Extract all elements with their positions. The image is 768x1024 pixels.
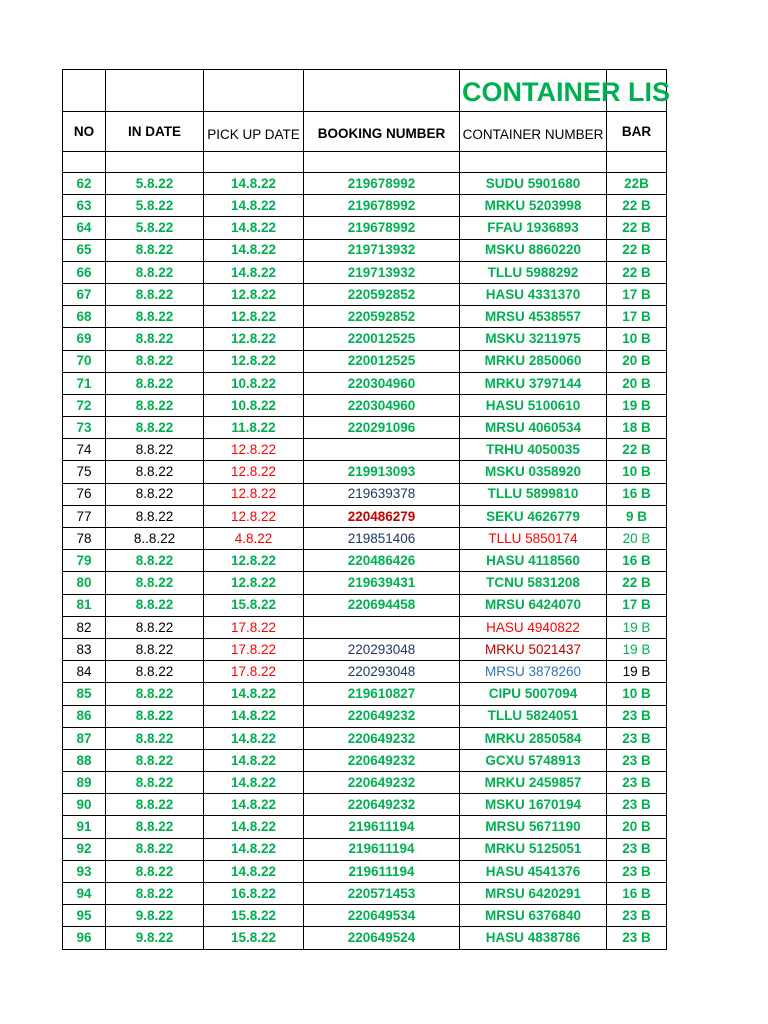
pickup-date-cell[interactable]: 12.8.22 xyxy=(204,328,304,350)
in-date-cell[interactable]: 5.8.22 xyxy=(106,195,204,217)
sheet-title: CONTAINER LIS xyxy=(462,77,670,107)
no-cell[interactable]: 77 xyxy=(63,505,106,527)
booking-number-cell[interactable]: 220649524 xyxy=(304,927,460,949)
booking-number-cell[interactable]: 220649232 xyxy=(304,749,460,771)
pickup-date-cell[interactable]: 14.8.22 xyxy=(204,195,304,217)
bar-cell[interactable]: 17 B xyxy=(607,594,667,616)
pickup-date-cell[interactable]: 14.8.22 xyxy=(204,749,304,771)
bar-cell[interactable]: 23 B xyxy=(607,794,667,816)
cell[interactable] xyxy=(63,152,106,173)
container-number-cell[interactable]: MRSU 6420291 xyxy=(460,883,607,905)
no-cell[interactable]: 81 xyxy=(63,594,106,616)
table-row xyxy=(63,816,667,838)
no-cell[interactable]: 67 xyxy=(63,283,106,305)
bar-cell[interactable]: 20 B xyxy=(607,816,667,838)
bar-cell[interactable]: 23 B xyxy=(607,727,667,749)
booking-number-cell[interactable]: 220649232 xyxy=(304,705,460,727)
no-cell[interactable]: 85 xyxy=(63,683,106,705)
table-row xyxy=(63,705,667,727)
bar-cell[interactable]: 17 B xyxy=(607,306,667,328)
container-number-cell[interactable]: MRSU 6376840 xyxy=(460,905,607,927)
pickup-date-cell[interactable]: 12.8.22 xyxy=(204,572,304,594)
bar-cell[interactable]: 23 B xyxy=(607,838,667,860)
table-row xyxy=(63,394,667,416)
in-date-cell[interactable]: 8.8.22 xyxy=(106,661,204,683)
container-number-cell[interactable]: CIPU 5007094 xyxy=(460,683,607,705)
bar-cell[interactable]: 22 B xyxy=(607,239,667,261)
bar-cell[interactable]: 17 B xyxy=(607,283,667,305)
pickup-date-cell[interactable]: 15.8.22 xyxy=(204,594,304,616)
table-row xyxy=(63,439,667,461)
pickup-date-cell[interactable]: 17.8.22 xyxy=(204,616,304,638)
booking-number-cell[interactable]: 219611194 xyxy=(304,816,460,838)
cell[interactable] xyxy=(304,152,460,173)
container-number-cell[interactable]: TRHU 4050035 xyxy=(460,439,607,461)
container-number-cell[interactable]: HASU 4118560 xyxy=(460,550,607,572)
booking-number-cell[interactable]: 220293048 xyxy=(304,661,460,683)
booking-number-cell[interactable]: 220592852 xyxy=(304,306,460,328)
no-cell[interactable]: 74 xyxy=(63,439,106,461)
container-number-cell[interactable]: SUDU 5901680 xyxy=(460,173,607,195)
in-date-cell[interactable]: 8.8.22 xyxy=(106,572,204,594)
bar-cell[interactable]: 23 B xyxy=(607,749,667,771)
pickup-date-cell[interactable]: 14.8.22 xyxy=(204,860,304,882)
in-date-cell[interactable]: 8.8.22 xyxy=(106,838,204,860)
booking-number-cell[interactable]: 219913093 xyxy=(304,461,460,483)
in-date-cell[interactable]: 8.8.22 xyxy=(106,239,204,261)
no-cell[interactable]: 80 xyxy=(63,572,106,594)
booking-number-cell[interactable]: 219611194 xyxy=(304,838,460,860)
in-date-cell[interactable]: 8.8.22 xyxy=(106,394,204,416)
container-number-cell[interactable]: TCNU 5831208 xyxy=(460,572,607,594)
in-date-cell[interactable]: 8.8.22 xyxy=(106,638,204,660)
bar-cell[interactable]: 23 B xyxy=(607,905,667,927)
table-row xyxy=(63,794,667,816)
no-cell[interactable]: 84 xyxy=(63,661,106,683)
bar-cell[interactable]: 16 B xyxy=(607,883,667,905)
bar-cell[interactable]: 16 B xyxy=(607,483,667,505)
pickup-date-cell[interactable]: 15.8.22 xyxy=(204,927,304,949)
no-cell[interactable]: 91 xyxy=(63,816,106,838)
in-date-cell[interactable]: 8.8.22 xyxy=(106,306,204,328)
cell[interactable] xyxy=(460,152,607,173)
in-date-cell[interactable]: 8.8.22 xyxy=(106,283,204,305)
table-row xyxy=(63,239,667,261)
container-number-cell[interactable]: GCXU 5748913 xyxy=(460,749,607,771)
container-number-cell[interactable]: MRSU 5671190 xyxy=(460,816,607,838)
bar-cell[interactable]: 22 B xyxy=(607,439,667,461)
no-cell[interactable]: 89 xyxy=(63,772,106,794)
table-row xyxy=(63,772,667,794)
table-row xyxy=(63,217,667,239)
no-cell[interactable]: 83 xyxy=(63,638,106,660)
bar-cell[interactable]: 22B xyxy=(607,173,667,195)
booking-number-cell[interactable]: 219678992 xyxy=(304,217,460,239)
pickup-date-cell[interactable]: 12.8.22 xyxy=(204,350,304,372)
pickup-date-cell[interactable]: 14.8.22 xyxy=(204,173,304,195)
bar-cell[interactable]: 19 B xyxy=(607,616,667,638)
pickup-date-cell[interactable]: 11.8.22 xyxy=(204,417,304,439)
booking-number-cell[interactable]: 219851406 xyxy=(304,528,460,550)
spacer-row xyxy=(63,152,667,173)
no-cell[interactable]: 63 xyxy=(63,195,106,217)
in-date-cell[interactable]: 8.8.22 xyxy=(106,772,204,794)
container-number-cell[interactable]: MSKU 1670194 xyxy=(460,794,607,816)
table-row xyxy=(63,350,667,372)
table-row xyxy=(63,905,667,927)
in-date-cell[interactable]: 9.8.22 xyxy=(106,927,204,949)
pickup-date-cell[interactable]: 14.8.22 xyxy=(204,772,304,794)
no-cell[interactable]: 73 xyxy=(63,417,106,439)
table-row xyxy=(63,195,667,217)
container-number-cell[interactable]: MRKU 5021437 xyxy=(460,638,607,660)
container-number-cell[interactable]: MSKU 3211975 xyxy=(460,328,607,350)
bar-cell[interactable]: 22 B xyxy=(607,217,667,239)
title-cell[interactable] xyxy=(460,70,670,112)
pickup-date-cell[interactable]: 16.8.22 xyxy=(204,883,304,905)
table-row xyxy=(63,173,667,195)
container-number-cell[interactable]: MRKU 3797144 xyxy=(460,372,607,394)
in-date-cell[interactable]: 8.8.22 xyxy=(106,261,204,283)
bar-cell[interactable]: 20 B xyxy=(607,350,667,372)
no-cell[interactable]: 95 xyxy=(63,905,106,927)
in-date-cell[interactable]: 8.8.22 xyxy=(106,794,204,816)
booking-number-cell[interactable]: 220592852 xyxy=(304,283,460,305)
pickup-date-cell[interactable]: 14.8.22 xyxy=(204,727,304,749)
booking-number-cell[interactable]: 219639431 xyxy=(304,572,460,594)
bar-cell[interactable]: 16 B xyxy=(607,550,667,572)
container-list-table xyxy=(62,69,670,950)
pickup-date-cell[interactable]: 12.8.22 xyxy=(204,306,304,328)
booking-number-cell[interactable]: 219678992 xyxy=(304,195,460,217)
booking-number-cell[interactable]: 219713932 xyxy=(304,239,460,261)
booking-number-cell[interactable] xyxy=(304,439,460,461)
table-row xyxy=(63,261,667,283)
bar-cell[interactable]: 22 B xyxy=(607,572,667,594)
table-row xyxy=(63,283,667,305)
booking-number-cell[interactable]: 220012525 xyxy=(304,350,460,372)
header-in-date[interactable]: IN DATE xyxy=(106,112,204,152)
no-cell[interactable]: 72 xyxy=(63,394,106,416)
no-cell[interactable]: 86 xyxy=(63,705,106,727)
title-row xyxy=(63,70,667,112)
in-date-cell[interactable]: 8.8.22 xyxy=(106,683,204,705)
table-row xyxy=(63,372,667,394)
no-cell[interactable]: 79 xyxy=(63,550,106,572)
container-number-cell[interactable]: MRSU 4060534 xyxy=(460,417,607,439)
pickup-date-cell[interactable]: 10.8.22 xyxy=(204,372,304,394)
no-cell[interactable]: 92 xyxy=(63,838,106,860)
container-number-cell[interactable]: TLLU 5850174 xyxy=(460,528,607,550)
booking-number-cell[interactable]: 219611194 xyxy=(304,860,460,882)
pickup-date-cell[interactable]: 14.8.22 xyxy=(204,683,304,705)
in-date-cell[interactable]: 8.8.22 xyxy=(106,705,204,727)
pickup-date-cell[interactable]: 12.8.22 xyxy=(204,461,304,483)
no-cell[interactable]: 71 xyxy=(63,372,106,394)
pickup-date-cell[interactable]: 10.8.22 xyxy=(204,394,304,416)
in-date-cell[interactable]: 8.8.22 xyxy=(106,860,204,882)
no-cell[interactable]: 82 xyxy=(63,616,106,638)
container-number-cell[interactable]: MRKU 5125051 xyxy=(460,838,607,860)
table-row xyxy=(63,483,667,505)
in-date-cell[interactable]: 8.8.22 xyxy=(106,594,204,616)
no-cell[interactable]: 76 xyxy=(63,483,106,505)
table-row xyxy=(63,306,667,328)
booking-number-cell[interactable]: 220291096 xyxy=(304,417,460,439)
container-number-cell[interactable]: MRKU 2850584 xyxy=(460,727,607,749)
bar-cell[interactable]: 19 B xyxy=(607,638,667,660)
pickup-date-cell[interactable]: 14.8.22 xyxy=(204,816,304,838)
no-cell[interactable]: 62 xyxy=(63,173,106,195)
bar-cell[interactable]: 22 B xyxy=(607,195,667,217)
container-number-cell[interactable]: TLLU 5988292 xyxy=(460,261,607,283)
cell[interactable] xyxy=(106,70,204,112)
header-pickup-date[interactable]: PICK UP DATE xyxy=(204,112,304,152)
cell[interactable] xyxy=(204,152,304,173)
table-row xyxy=(63,749,667,771)
container-number-cell[interactable]: MSKU 0358920 xyxy=(460,461,607,483)
no-cell[interactable]: 90 xyxy=(63,794,106,816)
no-cell[interactable]: 87 xyxy=(63,727,106,749)
bar-cell[interactable]: 23 B xyxy=(607,772,667,794)
pickup-date-cell[interactable]: 15.8.22 xyxy=(204,905,304,927)
table-row xyxy=(63,727,667,749)
no-cell[interactable]: 68 xyxy=(63,306,106,328)
container-number-cell[interactable]: HASU 4838786 xyxy=(460,927,607,949)
table-row xyxy=(63,683,667,705)
table-row xyxy=(63,505,667,527)
in-date-cell[interactable]: 8.8.22 xyxy=(106,550,204,572)
booking-number-cell[interactable]: 220293048 xyxy=(304,638,460,660)
in-date-cell[interactable]: 8.8.22 xyxy=(106,505,204,527)
no-cell[interactable]: 88 xyxy=(63,749,106,771)
booking-number-cell[interactable]: 220012525 xyxy=(304,328,460,350)
no-cell[interactable]: 69 xyxy=(63,328,106,350)
pickup-date-cell[interactable]: 14.8.22 xyxy=(204,261,304,283)
bar-cell[interactable]: 10 B xyxy=(607,461,667,483)
no-cell[interactable]: 78 xyxy=(63,528,106,550)
booking-number-cell[interactable]: 220571453 xyxy=(304,883,460,905)
cell[interactable] xyxy=(204,70,304,112)
table-row xyxy=(63,417,667,439)
header-row xyxy=(63,112,667,152)
pickup-date-cell[interactable]: 12.8.22 xyxy=(204,505,304,527)
table-row xyxy=(63,616,667,638)
booking-number-cell[interactable]: 220486426 xyxy=(304,550,460,572)
booking-number-cell[interactable]: 220649534 xyxy=(304,905,460,927)
no-cell[interactable]: 65 xyxy=(63,239,106,261)
header-booking-number[interactable]: BOOKING NUMBER xyxy=(304,112,460,152)
cell[interactable] xyxy=(106,152,204,173)
pickup-date-cell[interactable]: 14.8.22 xyxy=(204,705,304,727)
container-number-cell[interactable]: TLLU 5899810 xyxy=(460,483,607,505)
table-row xyxy=(63,328,667,350)
in-date-cell[interactable]: 5.8.22 xyxy=(106,217,204,239)
pickup-date-cell[interactable]: 12.8.22 xyxy=(204,550,304,572)
container-number-cell[interactable]: MRSU 4538557 xyxy=(460,306,607,328)
booking-number-cell[interactable] xyxy=(304,616,460,638)
container-number-cell[interactable]: HASU 5100610 xyxy=(460,394,607,416)
bar-cell[interactable]: 20 B xyxy=(607,372,667,394)
in-date-cell[interactable]: 8.8.22 xyxy=(106,328,204,350)
table-row xyxy=(63,550,667,572)
in-date-cell[interactable]: 8.8.22 xyxy=(106,483,204,505)
bar-cell[interactable]: 18 B xyxy=(607,417,667,439)
booking-number-cell[interactable]: 219713932 xyxy=(304,261,460,283)
booking-number-cell[interactable]: 220486279 xyxy=(304,505,460,527)
table-row xyxy=(63,638,667,660)
in-date-cell[interactable]: 8.8.22 xyxy=(106,461,204,483)
table-row xyxy=(63,838,667,860)
booking-number-cell[interactable]: 220649232 xyxy=(304,794,460,816)
bar-cell[interactable]: 23 B xyxy=(607,705,667,727)
pickup-date-cell[interactable]: 17.8.22 xyxy=(204,638,304,660)
container-number-cell[interactable]: FFAU 1936893 xyxy=(460,217,607,239)
in-date-cell[interactable]: 8.8.22 xyxy=(106,727,204,749)
in-date-cell[interactable]: 8.8.22 xyxy=(106,417,204,439)
in-date-cell[interactable]: 8.8.22 xyxy=(106,616,204,638)
cell[interactable] xyxy=(304,70,460,112)
no-cell[interactable]: 70 xyxy=(63,350,106,372)
booking-number-cell[interactable]: 220649232 xyxy=(304,727,460,749)
in-date-cell[interactable]: 8.8.22 xyxy=(106,883,204,905)
pickup-date-cell[interactable]: 14.8.22 xyxy=(204,217,304,239)
in-date-cell[interactable]: 5.8.22 xyxy=(106,173,204,195)
container-number-cell[interactable]: MRKU 2850060 xyxy=(460,350,607,372)
pickup-date-cell[interactable]: 14.8.22 xyxy=(204,838,304,860)
container-number-cell[interactable]: HASU 4541376 xyxy=(460,860,607,882)
in-date-cell[interactable]: 8.8.22 xyxy=(106,816,204,838)
table-row xyxy=(63,461,667,483)
booking-number-cell[interactable]: 220694458 xyxy=(304,594,460,616)
bar-cell[interactable]: 19 B xyxy=(607,661,667,683)
container-number-cell[interactable]: MSKU 8860220 xyxy=(460,239,607,261)
pickup-date-cell[interactable]: 14.8.22 xyxy=(204,794,304,816)
bar-cell[interactable]: 23 B xyxy=(607,927,667,949)
container-number-cell[interactable]: MRSU 3878260 xyxy=(460,661,607,683)
booking-number-cell[interactable]: 219678992 xyxy=(304,173,460,195)
container-number-cell[interactable]: MRSU 6424070 xyxy=(460,594,607,616)
bar-cell[interactable]: 23 B xyxy=(607,860,667,882)
container-number-cell[interactable]: MRKU 5203998 xyxy=(460,195,607,217)
cell[interactable] xyxy=(607,152,667,173)
in-date-cell[interactable]: 8.8.22 xyxy=(106,749,204,771)
header-container-number[interactable]: CONTAINER NUMBER xyxy=(460,112,607,152)
table-row xyxy=(63,927,667,949)
in-date-cell[interactable]: 8.8.22 xyxy=(106,350,204,372)
header-bar[interactable]: BAR xyxy=(607,112,667,152)
in-date-cell[interactable]: 8.8.22 xyxy=(106,372,204,394)
booking-number-cell[interactable]: 219610827 xyxy=(304,683,460,705)
container-number-cell[interactable]: HASU 4940822 xyxy=(460,616,607,638)
bar-cell[interactable]: 9 B xyxy=(607,505,667,527)
table-row xyxy=(63,528,667,550)
pickup-date-cell[interactable]: 4.8.22 xyxy=(204,528,304,550)
container-number-cell[interactable]: HASU 4331370 xyxy=(460,283,607,305)
booking-number-cell[interactable]: 220649232 xyxy=(304,772,460,794)
pickup-date-cell[interactable]: 12.8.22 xyxy=(204,483,304,505)
bar-cell[interactable]: 19 B xyxy=(607,394,667,416)
no-cell[interactable]: 93 xyxy=(63,860,106,882)
pickup-date-cell[interactable]: 14.8.22 xyxy=(204,239,304,261)
header-no[interactable]: NO xyxy=(63,112,106,152)
table-row xyxy=(63,860,667,882)
bar-cell[interactable]: 20 B xyxy=(607,528,667,550)
pickup-date-cell[interactable]: 12.8.22 xyxy=(204,439,304,461)
container-number-cell[interactable]: SEKU 4626779 xyxy=(460,505,607,527)
pickup-date-cell[interactable]: 12.8.22 xyxy=(204,283,304,305)
no-cell[interactable]: 66 xyxy=(63,261,106,283)
pickup-date-cell[interactable]: 17.8.22 xyxy=(204,661,304,683)
in-date-cell[interactable]: 9.8.22 xyxy=(106,905,204,927)
no-cell[interactable]: 64 xyxy=(63,217,106,239)
no-cell[interactable]: 75 xyxy=(63,461,106,483)
in-date-cell[interactable]: 8.8.22 xyxy=(106,439,204,461)
bar-cell[interactable]: 10 B xyxy=(607,328,667,350)
booking-number-cell[interactable]: 220304960 xyxy=(304,394,460,416)
booking-number-cell[interactable]: 219639378 xyxy=(304,483,460,505)
container-number-cell[interactable]: TLLU 5824051 xyxy=(460,705,607,727)
table-row xyxy=(63,572,667,594)
bar-cell[interactable]: 10 B xyxy=(607,683,667,705)
table-row xyxy=(63,594,667,616)
no-cell[interactable]: 96 xyxy=(63,927,106,949)
bar-cell[interactable]: 22 B xyxy=(607,261,667,283)
container-number-cell[interactable]: MRKU 2459857 xyxy=(460,772,607,794)
booking-number-cell[interactable]: 220304960 xyxy=(304,372,460,394)
in-date-cell[interactable]: 8..8.22 xyxy=(106,528,204,550)
table-row xyxy=(63,661,667,683)
no-cell[interactable]: 94 xyxy=(63,883,106,905)
table-row xyxy=(63,883,667,905)
cell[interactable] xyxy=(63,70,106,112)
